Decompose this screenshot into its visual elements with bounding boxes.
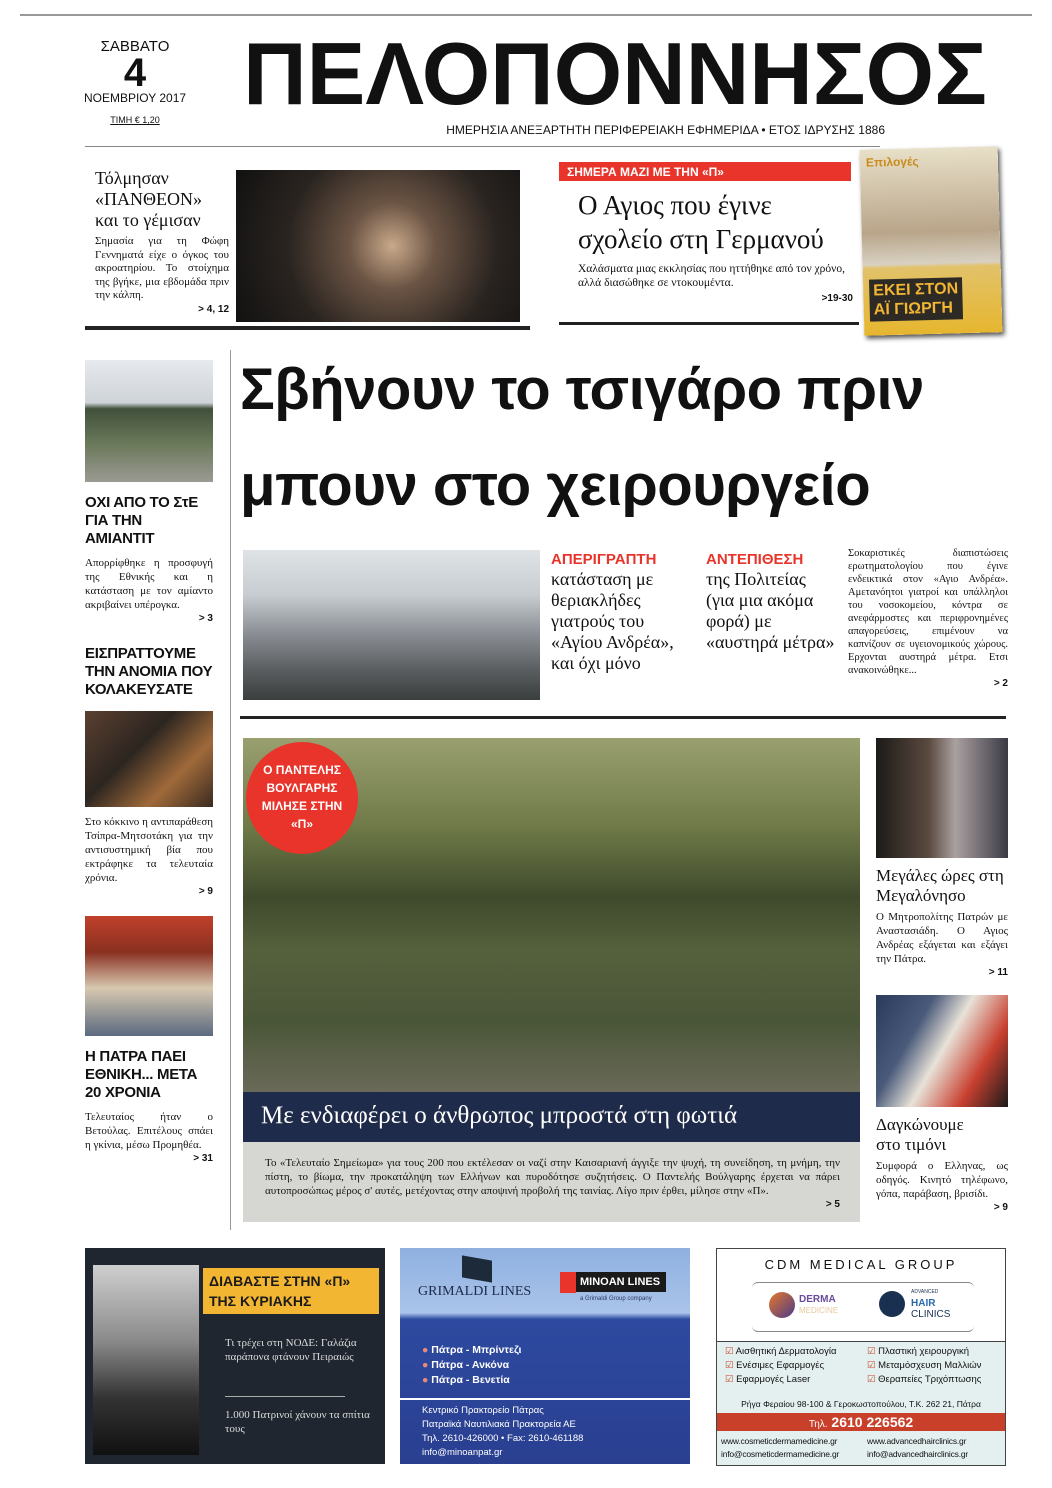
summary: Στο κόκκινο η αντιπαράθεση Τσίπρα-Μητσοτάκη για την αντισυστημική βία που εκτράφηκε τα τελευταία χρόνια. <box>85 816 213 884</box>
deck: της Πολιτείας (για μια ακόμα φορά) με «αυστηρά μέτρα» <box>706 569 835 652</box>
sunday-item: 1.000 Πατρινοί χάνουν τα σπίτια τους <box>225 1409 370 1435</box>
contact-line: Πατραϊκά Ναυτιλιακά Πρακτορεία ΑΕ <box>422 1419 576 1430</box>
summary: Συμφορά ο Ελληνας, ως οδηγός. Κινητό τηλέφωνο, γόπα, παράβαση, βρισίδι. <box>876 1160 1008 1200</box>
page-ref: > 3 <box>198 613 213 624</box>
routes-list <box>422 1343 521 1388</box>
logo-text: MEDICINE <box>799 1306 839 1315</box>
route-item <box>422 1343 521 1358</box>
summary: Σημασία για τη Φώφη Γεννηματά είχε ο όγκος του ακροατηρίου. Το στοίχημα της βγήκε, μια εβδομάδα πριν την κάλπη. <box>95 235 229 301</box>
summary: Ο Μητροπολίτης Πατρών με Αναστασιάδη. Ο Αγιος Ανδρέας εξάγεται και εξάγει την Πάτρα. <box>876 911 1008 965</box>
summary: Τελευταίος ήταν ο Βετούλας. Επιτέλους σπάει η γκίνια, μέσω Προμηθέα. <box>85 1111 213 1151</box>
headline: Η ΠΑΤΡΑ ΠΑΕΙ ΕΘΝΙΚΗ... ΜΕΤΑ 20 ΧΡΟΝΙΑ <box>85 1048 198 1101</box>
rule <box>240 716 1006 719</box>
link[interactable]: info@cosmeticdermamedicine.gr <box>721 1449 840 1459</box>
logo-text: CLINICS <box>911 1309 951 1320</box>
top-left-story[interactable] <box>95 168 229 316</box>
sunday-item: Τι τρέχει στη ΝΟΔΕ: Γαλάζια παράπονα φτάνουν Πειραιώς <box>225 1337 357 1363</box>
bullet-icon: ● <box>422 1344 432 1356</box>
right-column <box>876 738 1008 1214</box>
day: ΣΑΒΒΑΤΟ <box>100 38 170 55</box>
kicker: ΑΠΕΡΙΓΡΑΠΤΗ <box>551 551 657 568</box>
right-story-1[interactable] <box>876 866 1008 979</box>
grimaldi-logo: GRIMALDI LINES <box>418 1284 532 1299</box>
derma-logo-icon <box>769 1292 795 1318</box>
service-item <box>725 1359 867 1373</box>
route-label: Πάτρα - Βενετία <box>431 1374 510 1386</box>
masthead-title: ΠΕΛΟΠΟΝΝΗΣΟΣ <box>243 24 987 123</box>
checkbox-icon: ☑ <box>867 1360 879 1371</box>
logo-text: ADVANCED <box>911 1289 939 1295</box>
rule <box>85 326 530 330</box>
top-center-headline <box>578 188 853 256</box>
medical-phone <box>717 1413 1005 1431</box>
page-ref: >19-30 <box>821 293 853 304</box>
metropolitan-photo <box>876 738 1008 858</box>
derma-logo <box>799 1294 838 1316</box>
meeting-photo <box>93 1265 199 1455</box>
deck: κατάσταση με θεριακλήδες γιατρούς του «Αγίου Ανδρέα», και όχι μόνο <box>551 569 674 673</box>
page-ref: > 9 <box>198 886 213 897</box>
date-number: 4 <box>123 51 147 95</box>
headline-line: μπουν στο χειρουργείο <box>240 453 871 518</box>
left-story-1[interactable] <box>85 494 213 625</box>
main-col-3 <box>848 547 1008 690</box>
minoan-logo: MINOAN LINES <box>560 1272 666 1292</box>
medical-ad[interactable] <box>716 1248 1006 1466</box>
phone-number: 2610 226562 <box>831 1414 914 1430</box>
medical-address: Ρήγα Φεραίου 98-100 & Γεροκωστοπούλου, Τ.Κ. 262 21, Πάτρα <box>741 1399 981 1409</box>
kicker: ΑΝΤΕΠΙΘΕΣΗ <box>706 551 804 568</box>
page-ref: > 11 <box>988 967 1008 978</box>
route-item <box>422 1358 521 1373</box>
top-center-story[interactable] <box>578 188 853 305</box>
summary: Απορρίφθηκε η προσφυγή της Εθνικής και η κατάσταση με τον αμίαντο ακριβαίνει υπέρογκα. <box>85 557 213 611</box>
headline: ΟΧΙ ΑΠΟ ΤΟ ΣτΕ ΓΙΑ ΤΗΝ ΑΜΙΑΝΤΙΤ <box>85 494 198 547</box>
checkbox-icon: ☑ <box>725 1360 737 1371</box>
headline: Μεγάλες ώρες στη Μεγαλόνησο <box>876 866 1004 905</box>
ferry-contact <box>422 1404 583 1460</box>
top-rule <box>20 14 1032 16</box>
asbestos-site-photo <box>85 360 213 482</box>
checkbox-icon: ☑ <box>725 1374 737 1385</box>
price: ΤΙΜΗ € 1,20 <box>110 115 160 125</box>
web-links <box>721 1435 1005 1461</box>
magazine-title-line: ΕΚΕΙ ΣΤΟΝ <box>873 280 959 300</box>
ferry-ad[interactable] <box>400 1248 690 1464</box>
service-label: Μεταμόσχευση Μαλλιών <box>878 1360 982 1371</box>
service-item <box>725 1345 867 1359</box>
contact-line: Κεντρικό Πρακτορείο Πάτρας <box>422 1405 544 1416</box>
page-ref: > 9 <box>993 1202 1008 1213</box>
service-label: Ενέσιμες Εφαρμογές <box>736 1360 825 1371</box>
magazine-title-line: ΑΪ ΓΙΩΡΓΗ <box>873 299 954 319</box>
minoan-emblem-icon <box>560 1272 576 1293</box>
logo-text: DERMA <box>799 1294 836 1305</box>
interview-badge: Ο ΠΑΝΤΕΛΗΣ ΒΟΥΛΓΑΡΗΣ ΜΙΛΗΣΕ ΣΤΗΝ «Π» <box>246 742 358 854</box>
bullet-icon: ● <box>422 1374 432 1386</box>
sunday-edition-ad[interactable] <box>85 1248 385 1464</box>
checkbox-icon: ☑ <box>867 1346 879 1357</box>
right-story-2[interactable] <box>876 1115 1008 1214</box>
main-col-1 <box>551 550 696 674</box>
checkbox-icon: ☑ <box>725 1346 736 1357</box>
headline-line: «ΠΑΝΘΕΟΝ» <box>95 189 202 209</box>
headline-line: Σβήνουν το τσιγάρο πριν <box>240 357 924 422</box>
summary: Σοκαριστικές διαπιστώσεις ερωτηματολογίου που έγινε ενδεικτικά στον «Αγιο Ανδρέα». Αμετανόητοι γιατροί και υπάλληλοι του νοσοκομείου, κόντρα σε ανεφάρμοστες και περιφρονημένες απαγορεύσεις, επιμένουν να καπνίζουν σε υγειονομικούς χώρους. Ερχονται αυστηρά μέτρα. Ετσι ανακοινώθηκε... <box>848 548 1008 676</box>
divider <box>400 1398 690 1400</box>
feature-caption[interactable]: Με ενδιαφέρει ο άνθρωπος μπροστά στη φωτιά <box>243 1092 860 1142</box>
service-item <box>725 1373 867 1387</box>
left-story-2[interactable] <box>85 645 213 898</box>
service-item <box>867 1359 1005 1373</box>
top-center-summary: Χαλάσματα μιας εκκλησίας που ηττήθηκε από τον χρόνο, αλλά διασώθηκε σε ντοκουμέντα. <box>578 263 845 289</box>
headline-line: Τόλμησαν <box>95 168 169 188</box>
service-label: Πλαστική χειρουργική <box>878 1346 970 1357</box>
month-year: ΝΟΕΜΒΡΙΟΥ 2017 <box>83 91 187 105</box>
date-block <box>80 38 190 125</box>
link[interactable]: www.advancedhairclinics.gr <box>867 1436 967 1446</box>
contact-line: info@minoanpat.gr <box>422 1447 503 1458</box>
title-line: ΔΙΑΒΑΣΤΕ ΣΤΗΝ «Π» <box>209 1273 351 1289</box>
service-label: Εφαρμογές Laser <box>736 1374 811 1385</box>
page-ref: > 2 <box>993 678 1008 689</box>
minoan-sub: a Grimaldi Group company <box>580 1296 652 1302</box>
service-label: Αισθητική Δερματολογία <box>735 1346 837 1357</box>
link[interactable]: www.cosmeticdermamedicine.gr <box>721 1436 838 1446</box>
headline-line: Ο Αγιος που έγινε <box>578 190 772 220</box>
route-item <box>422 1373 521 1388</box>
dog-in-car-photo <box>876 995 1008 1107</box>
link[interactable]: info@advancedhairclinics.gr <box>867 1449 969 1459</box>
medical-title: CDM MEDICAL GROUP <box>764 1257 958 1272</box>
headline-line: σχολείο στη Γερμανού <box>578 224 824 254</box>
phone-label: Τηλ. <box>808 1419 828 1430</box>
divider <box>225 1396 345 1397</box>
today-banner: ΣΗΜΕΡΑ ΜΑΖΙ ΜΕ ΤΗΝ «Π» <box>559 162 851 181</box>
headline: Δαγκώνουμε στο τιμόνι <box>876 1115 964 1154</box>
checkbox-icon: ☑ <box>867 1374 879 1385</box>
hair-logo <box>911 1287 950 1320</box>
page-ref: > 31 <box>193 1153 213 1164</box>
service-label: Θεραπείες Τριχόπτωσης <box>878 1374 982 1385</box>
bullet-icon: ● <box>422 1359 432 1371</box>
services-list <box>725 1345 1005 1387</box>
column-divider <box>230 350 231 1230</box>
title-line: ΤΗΣ ΚΥΡΙΑΚΗΣ <box>209 1293 312 1309</box>
crowd-photo <box>236 170 520 322</box>
hospital-photo <box>243 550 540 700</box>
feature-summary-box <box>243 1142 860 1222</box>
masthead-rule <box>85 146 880 147</box>
magazine-title <box>869 277 963 321</box>
main-col-2 <box>706 550 836 653</box>
route-label: Πάτρα - Ανκόνα <box>431 1359 510 1371</box>
contact-line: Τηλ. 2610-426000 • Fax: 2610-461188 <box>422 1433 584 1444</box>
headline-line: και το γέμισαν <box>95 210 201 230</box>
left-column <box>85 360 213 1165</box>
service-item <box>867 1373 1005 1387</box>
sunday-title <box>203 1268 379 1314</box>
masthead-subtitle: ΗΜΕΡΗΣΙΑ ΑΝΕΞΑΡΤΗΤΗ ΠΕΡΙΦΕΡΕΙΑΚΗ ΕΦΗΜΕΡΙΔΑ • ΕΤΟΣ ΙΔΡΥΣΗΣ 1886 <box>446 123 885 137</box>
left-story-3[interactable] <box>85 916 213 1165</box>
page-ref: > 5 <box>825 1199 840 1210</box>
service-item <box>867 1345 1005 1359</box>
parliament-photo <box>85 711 213 807</box>
main-headline[interactable] <box>240 342 1008 534</box>
magazine-logo: Επιλογές <box>865 154 919 170</box>
magazine-cover[interactable] <box>860 146 1003 336</box>
hair-logo-icon <box>879 1291 905 1317</box>
page-ref: > 4, 12 <box>198 303 229 315</box>
rule <box>559 322 859 325</box>
feature-summary: Το «Τελευταίο Σημείωμα» για τους 200 που εκτέλεσαν οι ναζί στην Καισαριανή άγγιξε την ψυχή, τη συνείδηση, τη μνήμη, την πίστη, το βίωμα, την προκατάληψη των Ελλήνων και πυροδότησε συζητήσεις. Ο Παντελής Βούλγαρης έρχεται να πάρει αυτοπροσώπως μέρος σ' αυτές, μετέχοντας στην αποψινή προβολή της ταινίας. Λίγο πριν έρθει, μίλησε στην «Π». <box>265 1157 840 1197</box>
logo-text: HAIR <box>911 1298 936 1309</box>
headline: ΕΙΣΠΡΑΤΤΟΥΜΕ ΤΗΝ ΑΝΟΜΙΑ ΠΟΥ ΚΟΛΑΚΕΥΣΑΤΕ <box>85 645 213 698</box>
flag-icon <box>462 1255 492 1282</box>
route-label: Πάτρα - Μπρίντεζι <box>431 1344 522 1356</box>
basketball-photo <box>85 916 213 1036</box>
